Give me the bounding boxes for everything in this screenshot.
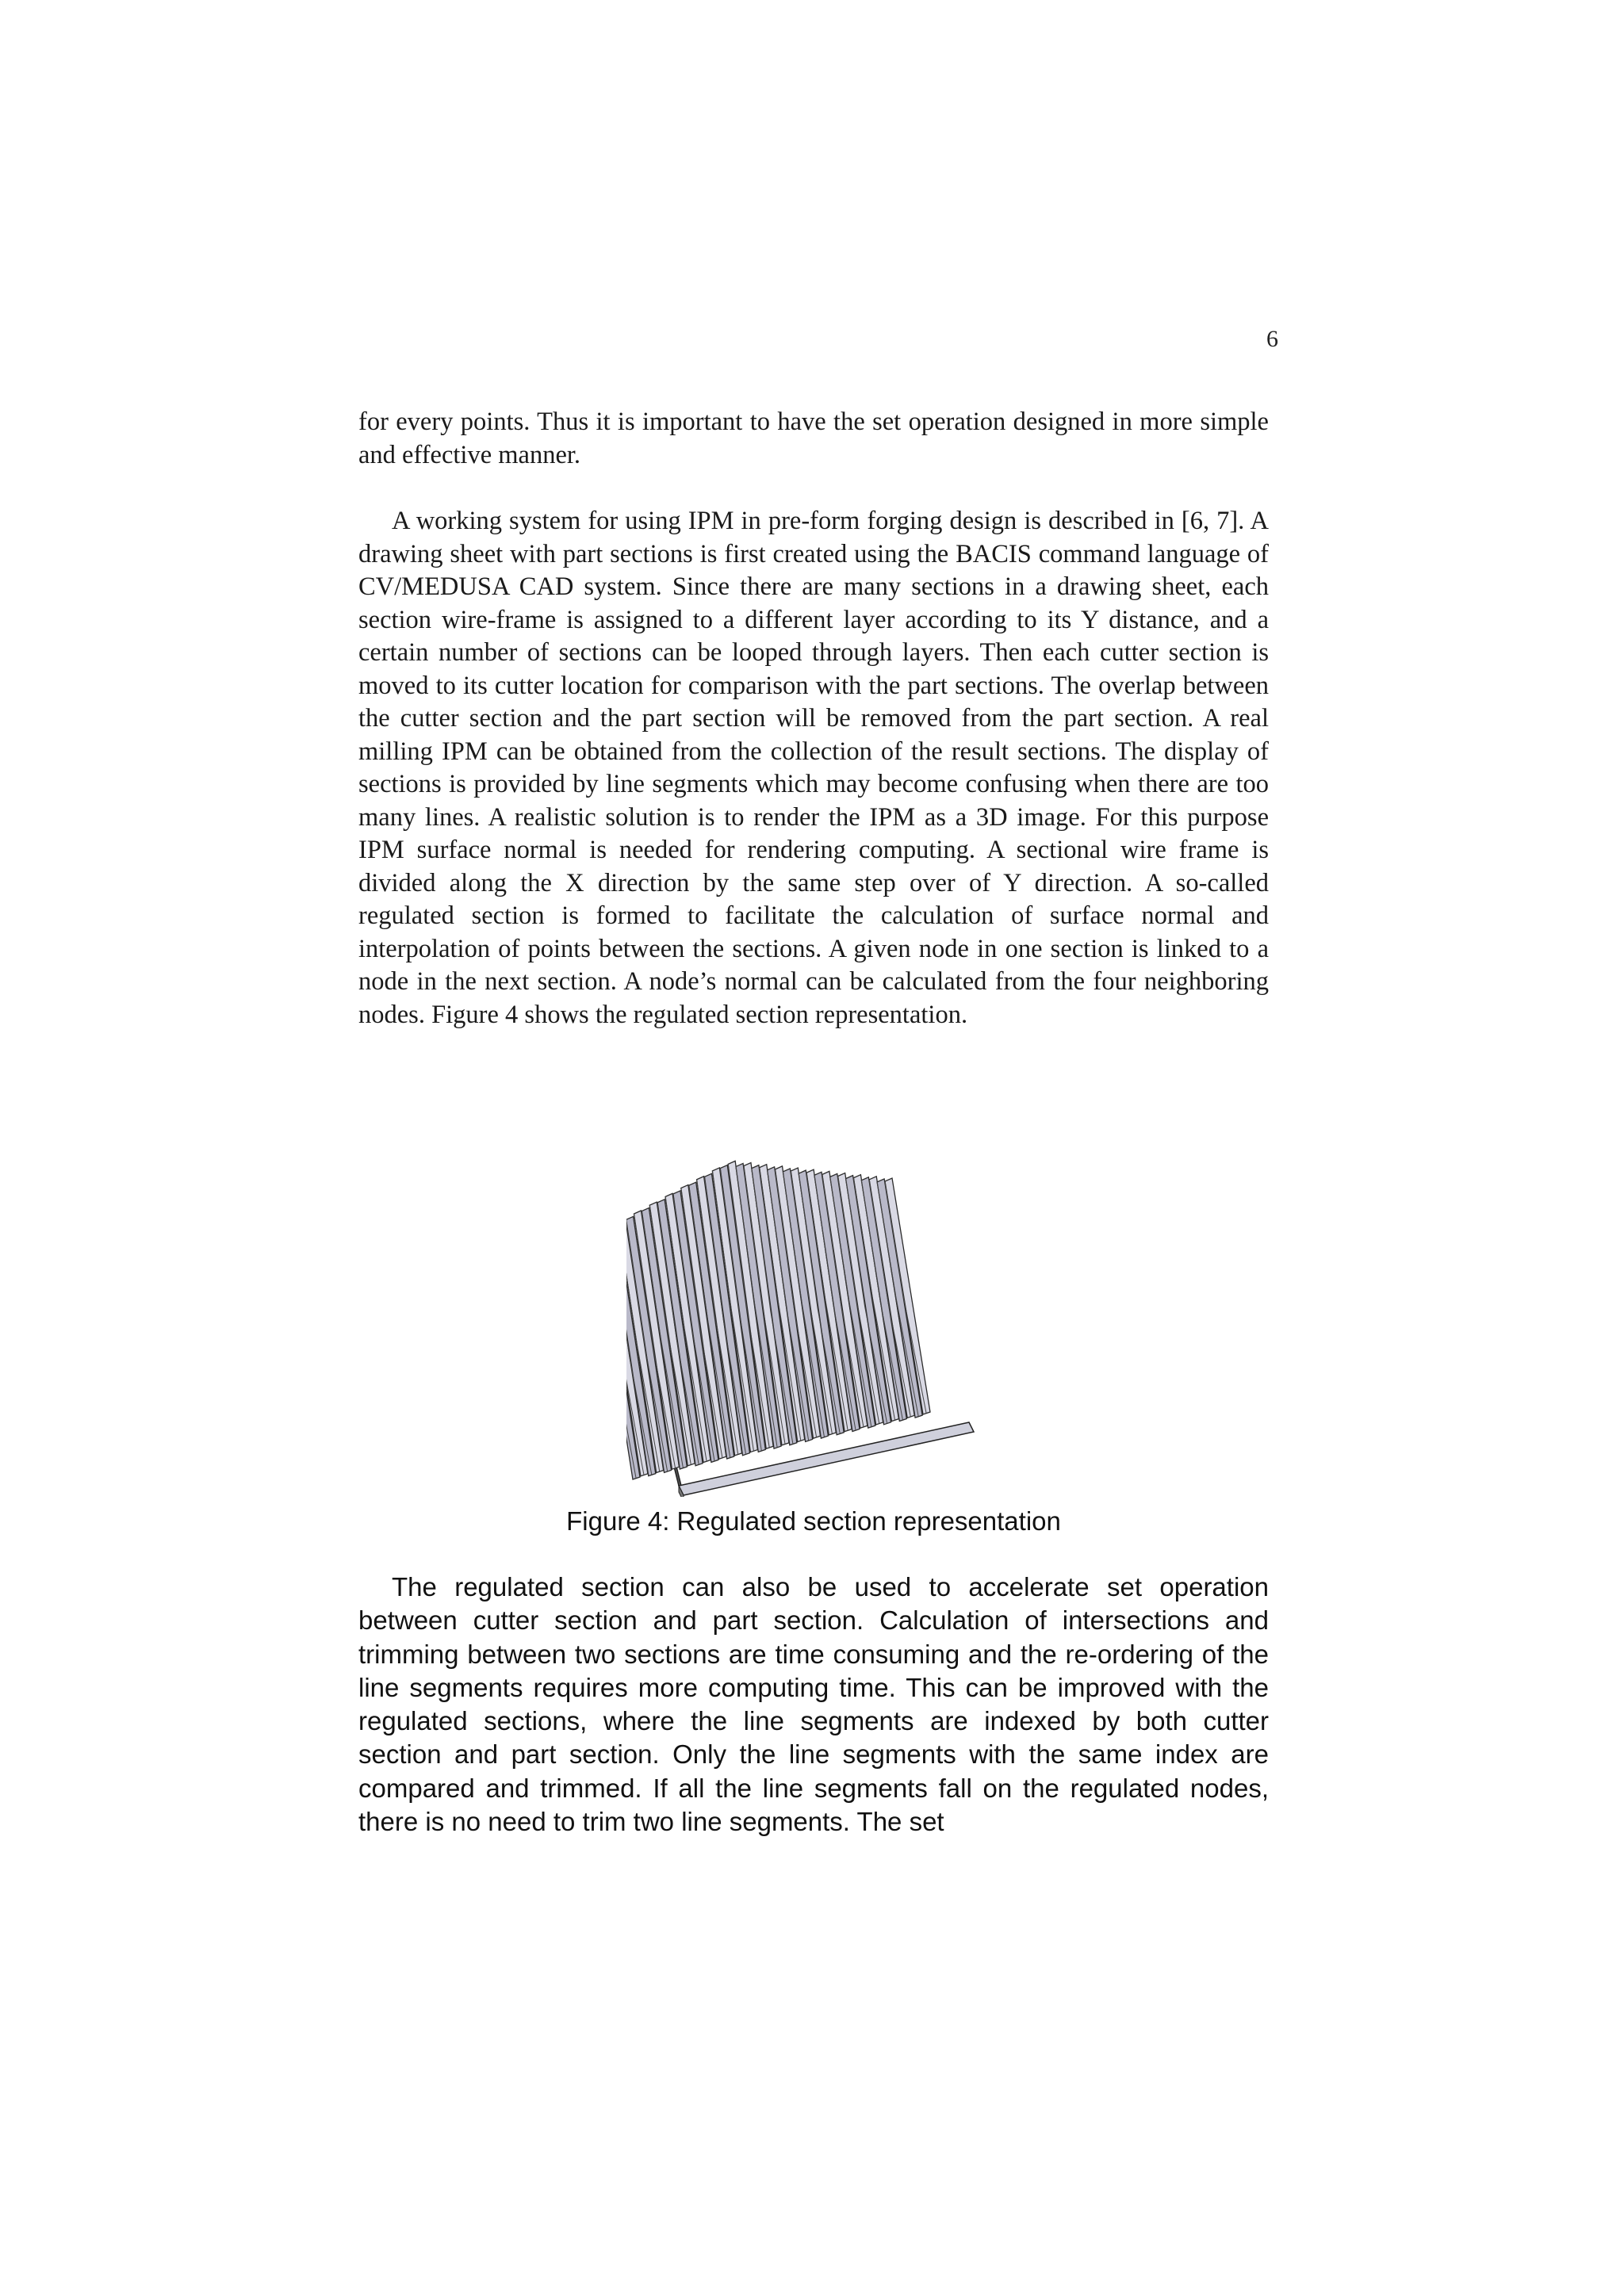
paragraph-1: for every points. Thus it is important to have the set operation designed in more simple and effective manner. <box>358 408 1269 469</box>
figure-4 <box>626 1100 999 1497</box>
paragraph-3: The regulated section can also be used to accelerate set operation between cutter section and part section. Calculation of intersections and trimming between two sections are time consuming and the re-ordering of the line segments requires more computing time. This can be improved with the regulated sections, where the line segments are indexed by both cutter section and part section. Only the line segments with the same index are compared and trimmed. If all the line segments fall on the regulated nodes, there is no need to trim two line segments. The set <box>358 1572 1269 1837</box>
section-slices <box>626 1161 930 1479</box>
paragraph-2: A working system for using IPM in pre-form forging design is described in [6, 7]. A drawing sheet with part sections is first created using the BACIS command language of CV/MEDUSA CAD system. Since there are many sections in a drawing sheet, each section wire-frame is assigned to a different layer according to its Y distance, and a certain number of sections can be looped through layers. Then each cutter section is moved to its cutter location for comparison with the part sections. The overlap between the cutter section and the part section will be removed from the part section. A real milling IPM can be obtained from the collection of the result sections. The display of sections is provided by line segments which may become confusing when there are too many lines. A realistic solution is to render the IPM as a 3D image. For this purpose IPM surface normal is needed for rendering computing. A sectional wire frame is divided along the X direction by the same step over of Y direction. A so-called regulated section is formed to facilitate the calculation of surface normal and interpolation of points between the sections. A given node in one section is linked to a node in the next section. A node’s normal can be calculated from the four neighboring nodes. Figure 4 shows the regulated section representation. <box>358 507 1269 1029</box>
regulated-section-illustration <box>626 1100 999 1497</box>
figure-caption: Figure 4: Regulated section representation <box>566 1506 1061 1536</box>
page-number: 6 <box>1266 326 1278 352</box>
